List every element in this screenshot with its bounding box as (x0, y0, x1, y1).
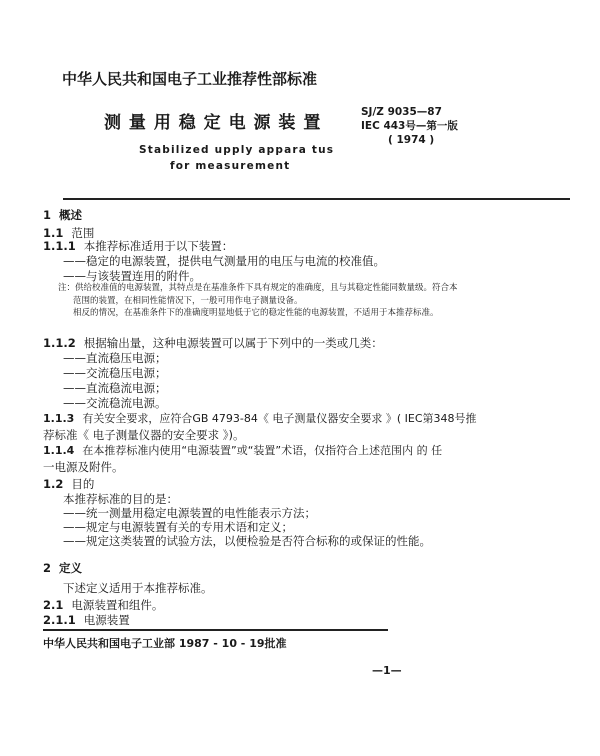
clause-text: 有关安全要求，应符合GB 4793-84《 电子测量仪器安全要求 》( IEC第348号推 (82, 412, 477, 425)
document-title-cn: 测 量 用 稳 定 电 源 装 置 (104, 113, 322, 133)
section-title: 范围 (71, 226, 95, 240)
list-item: ——规定与电源装置有关的专用术语和定义； (63, 520, 293, 534)
standard-code: SJ/Z 9035—87 (361, 106, 442, 118)
iec-code: IEC 443号—第一版 (361, 120, 458, 132)
list-item: ——稳定的电源装置，提供电气测量用的电压与电流的校准值。 (63, 254, 385, 268)
list-item: ——直流稳流电源； (63, 381, 167, 395)
approval-line: 中华人民共和国电子工业部 1987 - 10 - 19批准 (43, 637, 287, 650)
section-number: 2.1 (43, 598, 64, 612)
clause-text: 本推荐标准适用于以下装置： (83, 239, 234, 253)
section-number: 1.2 (43, 477, 64, 491)
clause-1-1-3 (43, 412, 477, 426)
section-2-heading (43, 561, 82, 575)
clause-number: 1.1.3 (43, 412, 75, 425)
clause-text: 在本推荐标准内使用“电源装置”或“装置”术语，仅指符合上述范围内 的 任 (82, 444, 443, 457)
clause-number: 1.1.1 (43, 239, 76, 253)
edition-year: ( 1974 ) (388, 134, 435, 146)
section-number: 2 (43, 561, 52, 575)
footer-rule (43, 629, 388, 631)
document-title-en-2: for measurement (170, 160, 291, 172)
note-line: 相反的情况，在基准条件下的准确度明显地低于它的稳定性能的电源装置，不适用于本推荐标准。 (73, 308, 439, 318)
section-2-1-heading (43, 598, 163, 612)
list-item: ——交流稳流电源。 (63, 396, 167, 410)
note-line: 注：供给校准值的电源装置，其特点是在基准条件下具有规定的准确度，且与其稳定性能同数量级。符合本 (58, 283, 458, 293)
document-title-en-1: Stabilized upply appara tus (139, 144, 335, 156)
section-title: 目的 (71, 477, 95, 491)
clause-1-1-3-continuation: 荐标准《 电子测量仪器的安全要求 》)。 (43, 428, 245, 442)
section-2-1-1-heading (43, 613, 130, 627)
clause-text: 根据输出量，这种电源装置可以属于下列中的一类或几类： (83, 336, 383, 350)
list-item: ——交流稳压电源； (63, 366, 167, 380)
clause-1-1-4-continuation: 一电源及附件。 (43, 460, 124, 474)
section-number: 2.1.1 (43, 613, 76, 627)
list-item: ——统一测量用稳定电源装置的电性能表示方法； (63, 506, 316, 520)
note-line: 范围的装置，在相同性能情况下，一般可用作电子测量设备。 (73, 296, 303, 306)
list-item: ——直流稳压电源； (63, 351, 167, 365)
list-item: ——与该装置连用的附件。 (63, 269, 201, 283)
clause-1-1-2 (43, 336, 383, 350)
paragraph: 下述定义适用于本推荐标准。 (63, 581, 213, 595)
section-title: 概述 (59, 208, 83, 222)
paragraph: 本推荐标准的目的是： (63, 492, 178, 506)
section-title: 电源装置和组件。 (71, 598, 164, 612)
section-1-2-heading (43, 477, 94, 491)
clause-number: 1.1.2 (43, 336, 76, 350)
section-title: 定义 (59, 561, 83, 575)
section-number: 1.1 (43, 226, 64, 240)
clause-1-1-1 (43, 239, 233, 253)
section-title: 电源装置 (83, 613, 130, 627)
clause-number: 1.1.4 (43, 444, 75, 457)
page-number: —1— (372, 664, 402, 677)
clause-1-1-4 (43, 444, 442, 458)
org-standard-title: 中华人民共和国电子工业推荐性部标准 (62, 70, 318, 88)
list-item: ——规定这类装置的试验方法，以便检验是否符合标称的或保证的性能。 (63, 534, 431, 548)
header-rule (63, 198, 570, 200)
section-1-1-heading (43, 226, 94, 240)
section-number: 1 (43, 208, 52, 222)
section-1-heading (43, 208, 82, 222)
